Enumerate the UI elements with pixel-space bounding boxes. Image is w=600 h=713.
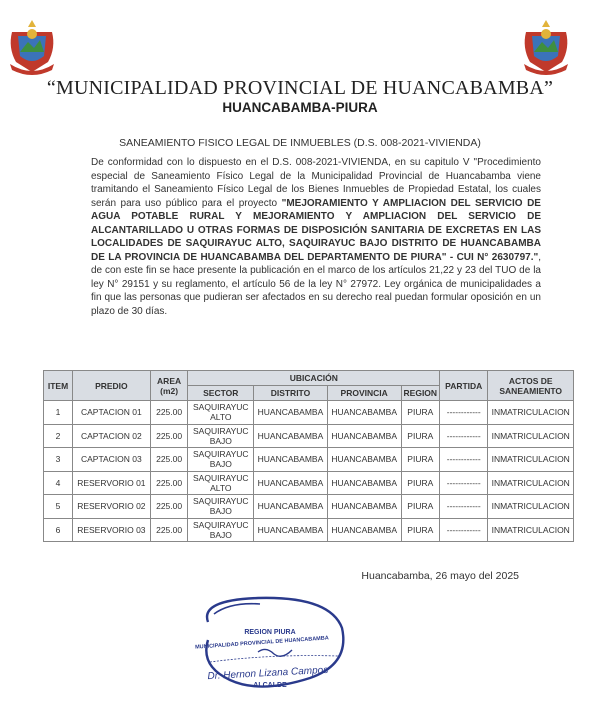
- header-partida: PARTIDA: [440, 371, 488, 401]
- cell-provincia: HUANCABAMBA: [327, 518, 401, 542]
- header-actos: ACTOS DE SANEAMIENTO: [488, 371, 574, 401]
- cell-partida: ------------: [440, 401, 488, 425]
- table-row: [44, 471, 574, 495]
- header-predio: PREDIO: [73, 371, 151, 401]
- cell-distrito: HUANCABAMBA: [254, 448, 328, 472]
- notice-body-intro: De conformidad con lo dispuesto en el D.S. 008-2021-VIVIENDA, en su capitulo V "Procedimiento especial de Saneamiento Físico Legal de la Municipalidad Provincial de Huancabamba viene tramitando el Saneamiento Físico Legal de los Bienes Inmuebles de Propiedad Estatal, los cuales serán para uso público para el proyecto: [91, 157, 541, 209]
- document-title: “MUNICIPALIDAD PROVINCIAL DE HUANCABAMBA”: [46, 77, 554, 99]
- cell-provincia: HUANCABAMBA: [327, 495, 401, 519]
- cell-item: 1: [44, 401, 73, 425]
- cell-predio: RESERVORIO 03: [73, 518, 151, 542]
- cell-partida: ------------: [440, 424, 488, 448]
- cell-predio: RESERVORIO 02: [73, 495, 151, 519]
- notice-heading: SANEAMIENTO FISICO LEGAL DE INMUEBLES (D.S. 008-2021-VIVIENDA): [119, 137, 481, 149]
- header-distrito: DISTRITO: [254, 386, 328, 401]
- cell-sector: SAQUIRAYUC BAJO: [188, 448, 254, 472]
- cell-item: 2: [44, 424, 73, 448]
- header-provincia: PROVINCIA: [327, 386, 401, 401]
- table-row: [44, 448, 574, 472]
- predios-table: [43, 370, 574, 542]
- cell-region: PIURA: [401, 401, 440, 425]
- cell-item: 3: [44, 448, 73, 472]
- cell-acto: INMATRICULACION: [488, 518, 574, 542]
- cell-sector: SAQUIRAYUC BAJO: [188, 518, 254, 542]
- cell-area: 225.00: [150, 495, 188, 519]
- cell-region: PIURA: [401, 495, 440, 519]
- cell-sector: SAQUIRAYUC BAJO: [188, 495, 254, 519]
- project-name: "MEJORAMIENTO Y AMPLIACION DEL SERVICIO DE AGUA POTABLE RURAL Y MEJORAMIENTO Y AMPLIACION DEL SERVICIO DE ALCANTARILLADO U OTRAS FORMAS DE DISPOSICIÓN SANITARIA DE EXCRETAS EN LAS LOCALIDADES DE SAQUIRAYUC ALTO, SAQUIRAYUC BAJO DISTRITO DE HUANCABAMBA DE LA PROVINCIA DE HUANCABAMBA DEL DEPARTAMENTO DE PIURA" - CUI N° 2630797.": [91, 197, 541, 263]
- document-subtitle: HUANCABAMBA-PIURA: [222, 100, 378, 115]
- header-item: ITEM: [44, 371, 73, 401]
- publication-date: Huancabamba, 26 mayo del 2025: [361, 570, 519, 582]
- table-row: [44, 401, 574, 425]
- cell-sector: SAQUIRAYUC ALTO: [188, 471, 254, 495]
- cell-area: 225.00: [150, 448, 188, 472]
- cell-area: 225.00: [150, 401, 188, 425]
- cell-predio: RESERVORIO 01: [73, 471, 151, 495]
- header-ubicacion: UBICACIÓN: [188, 371, 440, 386]
- seal-role-text: ALCALDE: [253, 682, 287, 689]
- cell-item: 4: [44, 471, 73, 495]
- cell-partida: ------------: [440, 518, 488, 542]
- cell-distrito: HUANCABAMBA: [254, 471, 328, 495]
- cell-provincia: HUANCABAMBA: [327, 401, 401, 425]
- cell-acto: INMATRICULACION: [488, 495, 574, 519]
- cell-predio: CAPTACION 01: [73, 401, 151, 425]
- cell-partida: ------------: [440, 471, 488, 495]
- seal-org-text: MUNICIPALIDAD PROVINCIAL DE HUANCABAMBA: [194, 635, 329, 651]
- mayor-seal-signature: [170, 594, 370, 704]
- header-sector: SECTOR: [188, 386, 254, 401]
- notice-body: [91, 156, 541, 318]
- cell-area: 225.00: [150, 518, 188, 542]
- cell-sector: SAQUIRAYUC BAJO: [188, 424, 254, 448]
- cell-item: 6: [44, 518, 73, 542]
- cell-distrito: HUANCABAMBA: [254, 424, 328, 448]
- table-row: [44, 495, 574, 519]
- cell-acto: INMATRICULACION: [488, 448, 574, 472]
- seal-region-text: REGION PIURA: [244, 629, 296, 636]
- table-row: [44, 424, 574, 448]
- municipal-coat-of-arms-right: [520, 18, 572, 76]
- cell-provincia: HUANCABAMBA: [327, 424, 401, 448]
- cell-provincia: HUANCABAMBA: [327, 448, 401, 472]
- cell-item: 5: [44, 495, 73, 519]
- cell-area: 225.00: [150, 471, 188, 495]
- cell-region: PIURA: [401, 424, 440, 448]
- cell-region: PIURA: [401, 518, 440, 542]
- header-region: REGION: [401, 386, 440, 401]
- cell-sector: SAQUIRAYUC ALTO: [188, 401, 254, 425]
- seal-name-text: Dr. Hernon Lizana Campos: [207, 664, 329, 683]
- cell-partida: ------------: [440, 495, 488, 519]
- header-area: AREA (m2): [150, 371, 188, 401]
- cell-distrito: HUANCABAMBA: [254, 401, 328, 425]
- cell-area: 225.00: [150, 424, 188, 448]
- cell-distrito: HUANCABAMBA: [254, 518, 328, 542]
- cell-predio: CAPTACION 03: [73, 448, 151, 472]
- cell-distrito: HUANCABAMBA: [254, 495, 328, 519]
- notice-body-legal: , de con este fin se hace presente la publicación en el marco de los artículos 21,22 y 23 del TUO de la ley N° 29151 y su reglamento, el artículo 56 de la ley N° 27972. Ley orgánica de municipalidades a fin que las personas que pudieran ser afectados en su derecho real puedan formular oposición en un plazo de 30 días.: [91, 251, 541, 317]
- cell-region: PIURA: [401, 448, 440, 472]
- table-row: [44, 518, 574, 542]
- cell-region: PIURA: [401, 471, 440, 495]
- cell-partida: ------------: [440, 448, 488, 472]
- cell-acto: INMATRICULACION: [488, 401, 574, 425]
- cell-acto: INMATRICULACION: [488, 471, 574, 495]
- cell-provincia: HUANCABAMBA: [327, 471, 401, 495]
- cell-predio: CAPTACION 02: [73, 424, 151, 448]
- cell-acto: INMATRICULACION: [488, 424, 574, 448]
- municipal-coat-of-arms-left: [6, 18, 58, 76]
